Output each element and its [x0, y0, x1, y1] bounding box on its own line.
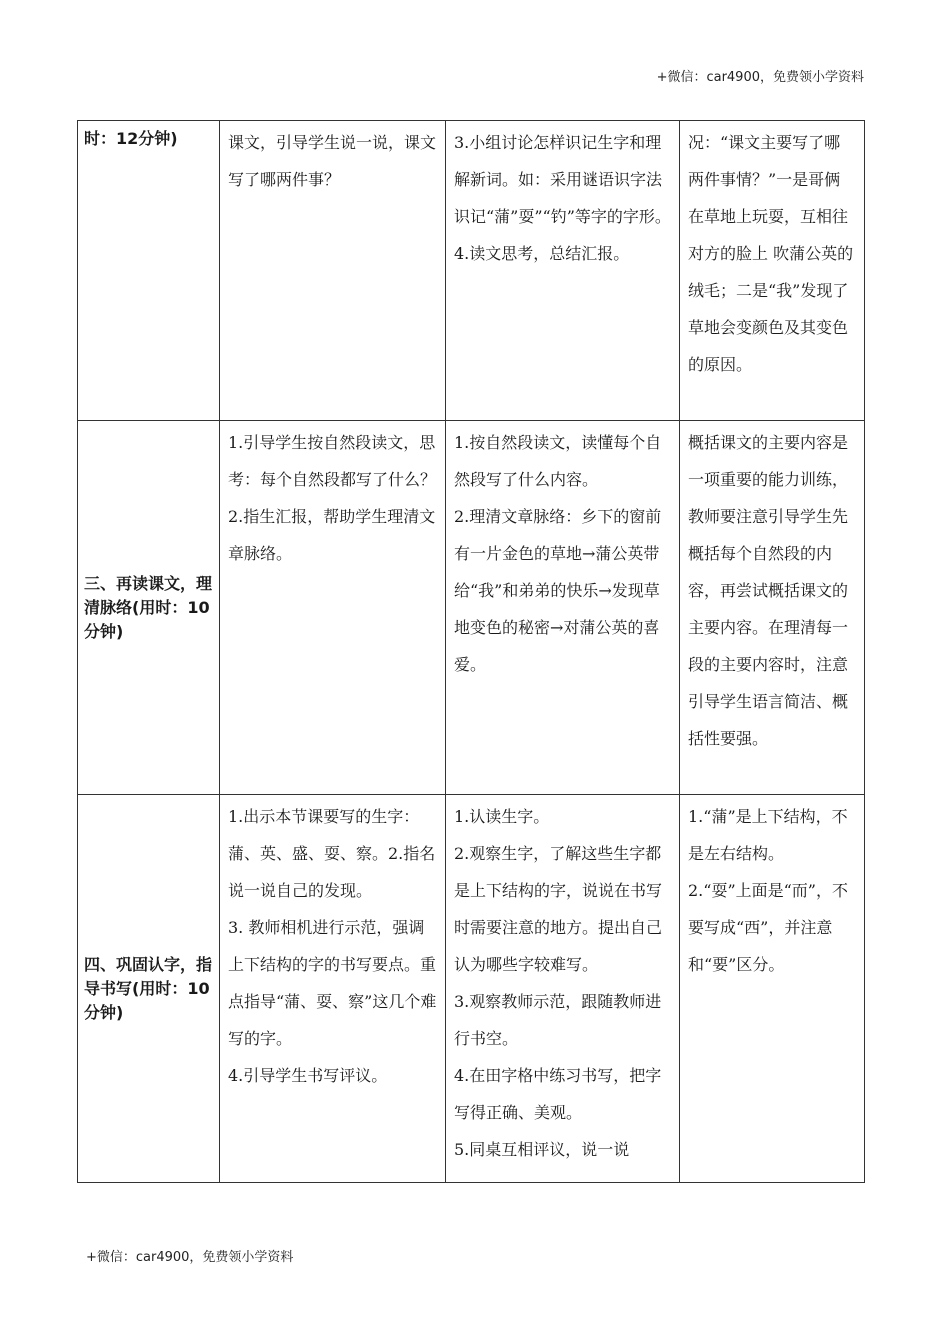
phase-cell: 四、巩固认字，指导书写(用时：10分钟): [78, 795, 220, 1183]
teacher-activity-text: 1.引导学生按自然段读文，思考：每个自然段都写了什么？: [228, 433, 437, 489]
student-activity-cell: [446, 795, 680, 1183]
student-activity-text: 3.小组讨论怎样识记生字和理解新词。如：采用谜语识字法识记“蒲”耍”“钓”等字的字形。: [454, 133, 671, 226]
student-activity-text: 4.在田字格中练习书写，把字写得正确、美观。: [454, 1066, 662, 1122]
design-intent-cell: [680, 121, 865, 421]
table-row: [78, 121, 865, 421]
teacher-activity-text: 1.出示本节课要写的生字：: [228, 807, 420, 826]
footer-watermark-note: +微信：car4900，免费领小学资料: [86, 1250, 294, 1265]
teacher-activity-text: 蒲、英、盛、耍、察。2.指名说一说自己的发现。: [228, 844, 436, 900]
teacher-activity-text: 2.指生汇报，帮助学生理清文章脉络。: [228, 507, 436, 563]
student-activity-text: 2.观察生字，了解这些生字都是上下结构的字，说说在书写时需要注意的地方。提出自己认为哪些字较难写。: [454, 844, 663, 974]
design-intent-text: 况：“课文主要写了哪两件事情？”一是哥俩在草地上玩耍，互相往对方的脸上 吹蒲公英的绒毛；二是“我”发现了草地会变颜色及其变色的原因。: [688, 133, 854, 374]
student-activity-cell: [446, 121, 680, 421]
student-activity-text: 5.同桌互相评议，说一说: [454, 1140, 630, 1159]
student-activity-cell: [446, 421, 680, 795]
teacher-activity-text: 3. 教师相机进行示范，强调上下结构的字的书写要点。重点指导“蒲、耍、察”这几个难写的字。: [228, 918, 437, 1048]
teacher-activity-cell: [220, 121, 446, 421]
design-intent-cell: [680, 795, 865, 1183]
teacher-activity-text: 课文，引导学生说一说，课文写了哪两件事？: [228, 133, 437, 189]
student-activity-text: 1.认读生字。: [454, 807, 550, 826]
table-row: [78, 421, 865, 795]
student-activity-text: 1.按自然段读文，读懂每个自然段写了什么内容。: [454, 433, 662, 489]
table-row: [78, 795, 865, 1183]
teacher-activity-cell: [220, 421, 446, 795]
teacher-activity-text: 4.引导学生书写评议。: [228, 1066, 388, 1085]
phase-cell: 三、再读课文，理清脉络(用时：10分钟): [78, 421, 220, 795]
design-intent-text: 1.“蒲”是上下结构，不是左右结构。: [688, 807, 848, 863]
header-watermark-note: +微信：car4900，免费领小学资料: [656, 70, 864, 85]
design-intent-cell: [680, 421, 865, 795]
teacher-activity-cell: [220, 795, 446, 1183]
student-activity-text: 2.理清文章脉络：乡下的窗前有一片金色的草地→蒲公英带给“我”和弟弟的快乐→发现草地变色的秘密→对蒲公英的喜爱。: [454, 507, 662, 674]
lesson-plan-table: [77, 120, 865, 1183]
design-intent-text: 概括课文的主要内容是一项重要的能力训练，教师要注意引导学生先概括每个自然段的内容，再尝试概括课文的主要内容。在理清每一段的主要内容时，注意引导学生语言简洁、概括性要强。: [688, 433, 849, 748]
student-activity-text: 3.观察教师示范，跟随教师进行书空。: [454, 992, 662, 1048]
phase-cell: 时：12分钟): [78, 121, 220, 421]
design-intent-text: 2.“耍”上面是“而”，不要写成“西”，并注意和“要”区分。: [688, 881, 848, 974]
student-activity-text: 4.读文思考，总结汇报。: [454, 244, 630, 263]
